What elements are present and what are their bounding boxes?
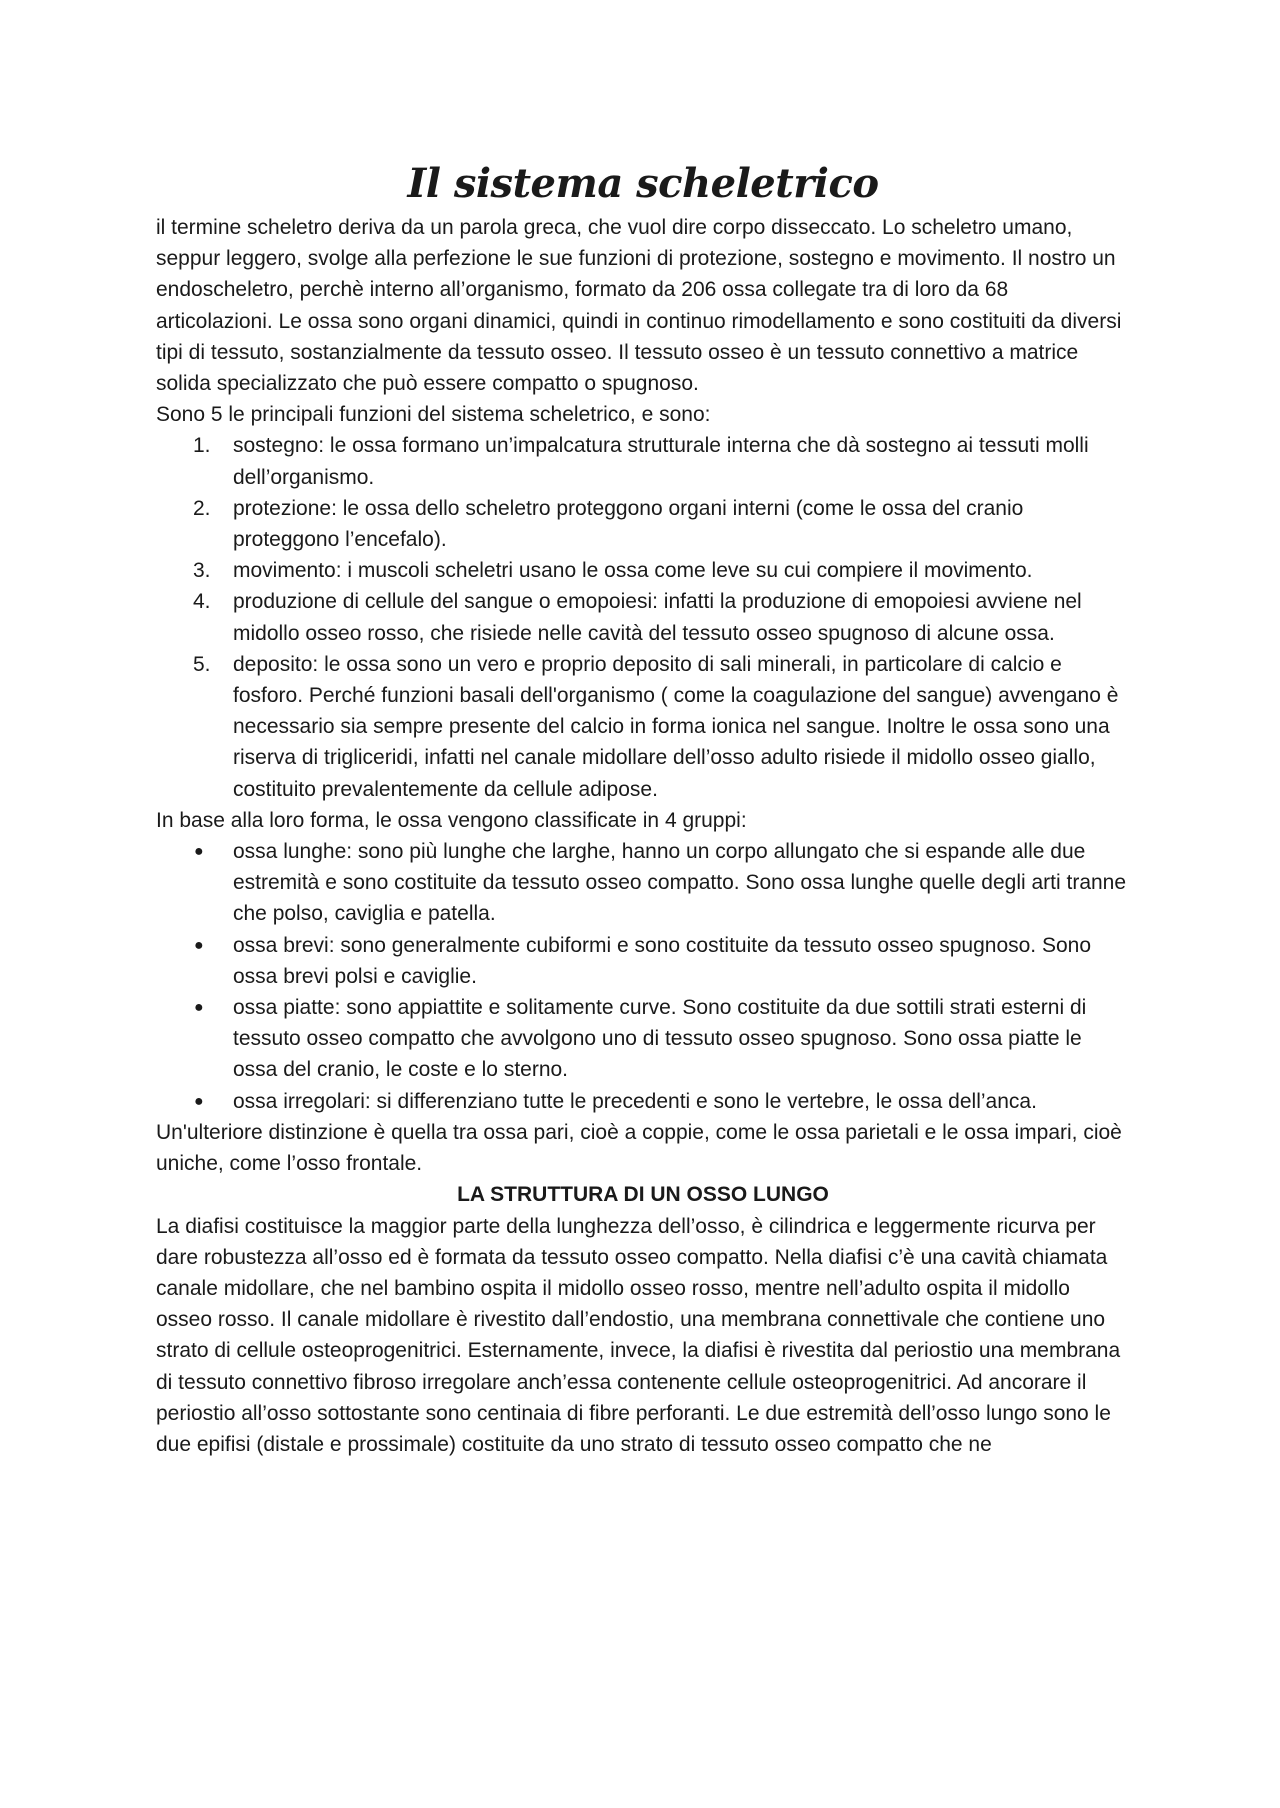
bullet-icon: ●	[194, 1092, 204, 1110]
list-number: 2.	[193, 496, 211, 520]
list-item	[156, 430, 1130, 492]
list-number: 4.	[193, 590, 211, 614]
list-item-text: produzione di cellule del sangue o emopoiesi: infatti la produzione di emopoiesi avviene nel midollo osseo rosso, che risiede nelle cavità del tessuto osseo spugnoso di alcune ossa.	[233, 590, 1082, 645]
structure-paragraph: La diafisi costituisce la maggior parte della lunghezza dell’osso, è cilindrica e leggermente ricurva per dare robustezza all’osso ed è formata da tessuto osseo compatto. Nella diafisi c’è una cavità chiamata canale midollare, che nel bambino ospita il midollo osseo rosso, mentre nell’adulto ospita il midollo osseo rosso. Il canale midollare è rivestito dall’endostio, una membrana connettivale che contiene uno strato di cellule osteoprogenitrici. Esternamente, invece, la diafisi è rivestita dal periostio una membrana di tessuto connettivo fibroso irregolare anch’essa contenente cellule osteoprogenitrici. Ad ancorare il periostio all’osso sottostante sono centinaia di fibre perforanti. Le due estremità dell’osso lungo sono le due epifisi (distale e prossimale) costituite da uno strato di tessuto osseo compatto che ne	[156, 1214, 1121, 1456]
functions-list	[156, 430, 1130, 804]
list-number: 5.	[193, 652, 211, 676]
list-item-text: protezione: le ossa dello scheletro proteggono organi interni (come le ossa del cranio proteggono l’encefalo).	[233, 496, 1024, 552]
list-item	[156, 493, 1130, 555]
distinction-paragraph: Un'ulteriore distinzione è quella tra ossa pari, cioè a coppie, come le ossa parietali e le ossa impari, cioè uniche, come l’osso frontale.	[156, 1120, 1122, 1176]
groups-list	[156, 836, 1130, 1117]
list-item	[156, 586, 1130, 648]
section-heading: LA STRUTTURA DI UN OSSO LUNGO	[457, 1183, 829, 1207]
bullet-icon: ●	[194, 999, 204, 1017]
list-item	[156, 555, 1130, 586]
list-item	[156, 836, 1130, 930]
list-item	[156, 1086, 1130, 1117]
list-item-text: movimento: i muscoli scheletri usano le ossa come leve su cui compiere il movimento.	[233, 559, 1033, 583]
list-item-text: deposito: le ossa sono un vero e proprio deposito di sali minerali, in particolare di calcio e fosforo. Perché funzioni basali dell'organismo ( come la coagulazione del sangue) avvengano è necessario sia sempre presente del calcio in forma ionica nel sangue. Inoltre le ossa sono una riserva di trigliceridi, infatti nel canale midollare dell’osso adulto risiede il midollo osseo giallo, costituito prevalentemente da cellule adipose.	[233, 652, 1119, 801]
list-item-text: ossa lunghe: sono più lunghe che larghe, hanno un corpo allungato che si espande alle due estremità e sono costituite da tessuto osseo compatto. Sono ossa lunghe quelle degli arti tranne che polso, caviglia e patella.	[233, 840, 1127, 926]
list-item	[156, 930, 1130, 992]
functions-intro: Sono 5 le principali funzioni del sistema scheletrico, e sono:	[156, 403, 711, 427]
list-number: 1.	[193, 434, 211, 458]
intro-paragraph: il termine scheletro deriva da un parola greca, che vuol dire corpo disseccato. Lo scheletro umano, seppur leggero, svolge alla perfezione le sue funzioni di protezione, sostegno e movimento. Il nostro un endoscheletro, perchè interno all’organismo, formato da 206 ossa collegate tra di loro da 68 articolazioni. Le ossa sono organi dinamici, quindi in continuo rimodellamento e sono costituiti da diversi tipi di tessuto, sostanzialmente da tessuto osseo. Il tessuto osseo è un tessuto connettivo a matrice solida specializzato che può essere compatto o spugnoso.	[156, 216, 1122, 396]
bullet-icon: ●	[194, 843, 204, 861]
list-item	[156, 649, 1130, 805]
list-item-text: ossa brevi: sono generalmente cubiformi e sono costituite da tessuto osseo spugnoso. Sono ossa brevi polsi e caviglie.	[233, 933, 1092, 988]
groups-intro: In base alla loro forma, le ossa vengono classificate in 4 gruppi:	[156, 808, 747, 832]
list-item-text: ossa irregolari: si differenziano tutte le precedenti e sono le vertebre, le ossa dell’anca.	[233, 1089, 1037, 1113]
document-title: Il sistema scheletrico	[407, 160, 879, 207]
bullet-icon: ●	[194, 936, 204, 954]
list-number: 3.	[193, 559, 211, 583]
list-item-text: sostegno: le ossa formano un’impalcatura strutturale interna che dà sostegno ai tessuti molli dell’organismo.	[233, 434, 1089, 489]
list-item-text: ossa piatte: sono appiattite e solitamente curve. Sono costituite da due sottili strati esterni di tessuto osseo compatto che avvolgono uno di tessuto osseo spugnoso. Sono ossa piatte le ossa del cranio, le coste e lo sterno.	[233, 996, 1087, 1082]
list-item	[156, 992, 1130, 1086]
